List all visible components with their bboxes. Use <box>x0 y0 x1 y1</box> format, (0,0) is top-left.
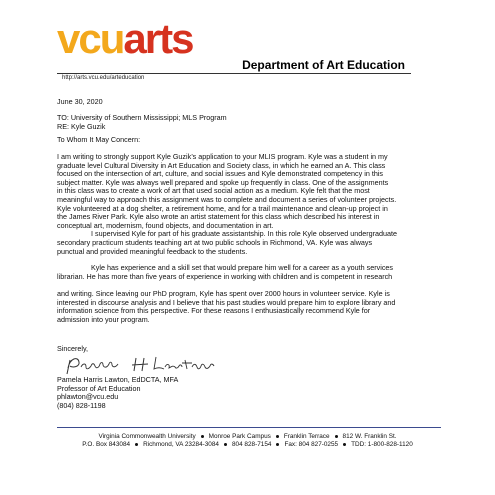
body-line: Kyle volunteered at a dog shelter, a retirement home, and for a trail maintenance and clean-up project in <box>57 203 388 213</box>
bullet-icon <box>276 435 279 438</box>
footer-item: 804 828-7154 <box>231 441 272 448</box>
body-line: I am writing to strongly support Kyle Guzik’s application to your MLIS program. Kyle was a student in my <box>57 152 388 161</box>
bullet-icon <box>135 443 138 446</box>
body-line: punctual and provided meaningful feedback to the students. <box>57 246 248 256</box>
body-line: conceptual art, modernism, found objects, and documentation in art. <box>57 220 274 230</box>
body-line: I supervised Kyle for part of his graduate assistantship. In this role Kyle observed undergraduate <box>91 229 398 239</box>
body-line: interested in discourse analysis and I believe that his past studies would prepare him to explore library and <box>57 297 396 307</box>
department-name: Department of Art Education <box>242 58 405 72</box>
footer-item: P.O. Box 843084 <box>82 441 131 448</box>
recipient-block <box>57 114 227 131</box>
body-line: the James River Park. Kyle also wrote an artist statement for this class which described his interest in <box>57 212 380 222</box>
body-line: focused on the intersection of art, culture, and social issues and Kyle demonstrated competency in this <box>57 169 384 179</box>
sender-title: Professor of Art Education <box>57 383 141 393</box>
body-line: graduate level Cultural Diversity in Art Education and Society class, in which he earned an A. This class <box>57 160 386 170</box>
logo-vcu-text: vcu <box>57 15 124 62</box>
footer-item: Franklin Terrace <box>283 433 330 440</box>
footer-item: Monroe Park Campus <box>208 433 271 440</box>
sender-phone: (804) 828-1198 <box>57 400 106 410</box>
letterhead-divider <box>57 73 411 74</box>
closing: Sincerely, <box>57 344 89 353</box>
bullet-icon <box>201 435 204 438</box>
bullet-icon <box>224 443 227 446</box>
recipient-line: TO: University of Southern Mississippi; MLS Program <box>57 113 227 122</box>
footer-address-line-1 <box>0 433 495 440</box>
paragraph-2 <box>57 264 393 281</box>
body-line: in this class was to create a work of art that used social action as a medium. Kyle felt that the most <box>57 186 370 196</box>
bullet-icon <box>343 443 346 446</box>
body-line: Kyle has experience and a skill set that would prepare him well for a career as a youth services <box>91 263 394 272</box>
salutation: To Whom It May Concern: <box>57 135 141 144</box>
sender-email: phlawton@vcu.edu <box>57 392 119 402</box>
letter-date: June 30, 2020 <box>57 97 103 106</box>
logo-arts-text: arts <box>123 15 193 62</box>
department-url: http://arts.vcu.edu/arteducation <box>62 75 145 81</box>
footer-item: Fax: 804 827-0255 <box>284 441 339 448</box>
bullet-icon <box>335 435 338 438</box>
vcuarts-logo <box>57 15 193 62</box>
body-line: and writing. Since leaving our PhD program, Kyle has spent over 2000 hours in volunteer service. Kyle is <box>57 289 390 298</box>
body-line: librarian. He has more than five years of experience in working with children and is competent in research <box>57 271 393 281</box>
footer-item: Richmond, VA 23284-3084 <box>143 441 219 448</box>
bullet-icon <box>276 443 279 446</box>
body-line: admission into your program. <box>57 314 150 324</box>
paragraph-3 <box>57 290 395 324</box>
sender-name: Pamela Harris Lawton, EdDCTA, MFA <box>57 375 179 384</box>
subject-line: RE: Kyle Guzik <box>57 121 106 131</box>
body-line: secondary practicum students teaching art at two public schools in Richmond, VA. Kyle was always <box>57 237 373 247</box>
footer-item: TDD: 1-800-828-1120 <box>351 441 413 448</box>
footer-item: 812 W. Franklin St. <box>342 433 397 440</box>
paragraph-1 <box>57 153 397 256</box>
footer-divider <box>57 427 441 428</box>
handwritten-signature <box>64 354 220 376</box>
sender-block <box>57 376 178 410</box>
footer-item: Virginia Commonwealth University <box>98 433 196 440</box>
body-line: subject matter. Kyle was always well prepared and spoke up frequently in class. One of the assignments <box>57 177 389 187</box>
body-line: information science from this perspective. For these reasons I enthusiastically recommend Kyle for <box>57 306 371 316</box>
body-line: meaningful way to approach this assignment was to complete and document a series of volunteer projects. <box>57 194 397 204</box>
footer-address-line-2 <box>0 441 495 448</box>
